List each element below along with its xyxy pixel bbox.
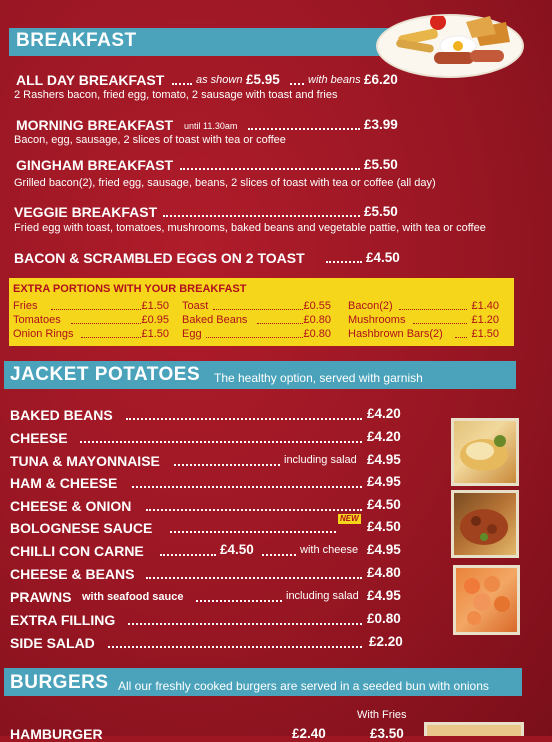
item-price: £4.50 [366, 250, 400, 265]
item-morning-breakfast: MORNING BREAKFAST [16, 117, 174, 133]
item-veggie-breakfast: VEGGIE BREAKFAST [14, 204, 158, 220]
dot-leader [108, 646, 362, 648]
burger-price: £2.40 [292, 726, 326, 741]
dot-leader [160, 554, 216, 556]
item-price: £6.20 [364, 72, 398, 87]
jacket-price: £4.95 [367, 474, 401, 489]
extra-item: Hashbrown Bars(2) [348, 328, 443, 340]
jacket-item: BAKED BEANS [10, 407, 113, 423]
dot-leader [71, 323, 141, 324]
dot-leader [172, 83, 192, 85]
extra-price: £1.40 [471, 300, 499, 312]
burger-item: HAMBURGER [10, 726, 103, 742]
extra-price: £0.80 [303, 314, 331, 326]
dot-leader [170, 531, 336, 533]
extra-item: Fries [13, 300, 38, 312]
extra-item: Baked Beans [182, 314, 248, 326]
breakfast-plate-photo [376, 14, 524, 78]
dot-leader [213, 309, 303, 310]
jacket-price: £4.95 [367, 542, 401, 557]
item-note: with beans [308, 74, 361, 86]
dot-leader [248, 128, 360, 130]
dot-leader [128, 623, 362, 625]
extra-item: Toast [182, 300, 209, 312]
extras-title: EXTRA PORTIONS WITH YOUR BREAKFAST [13, 283, 247, 295]
extra-price: £0.95 [141, 314, 169, 326]
extra-price: £0.80 [303, 328, 331, 340]
jacket-note: including salad [286, 590, 359, 602]
dot-leader [174, 464, 280, 466]
item-note: until 11.30am [184, 121, 238, 131]
burger-photo [424, 722, 524, 736]
extra-item: Onion Rings [13, 328, 74, 340]
jacket-mid-price: £4.50 [220, 542, 254, 557]
jacket-price: £4.80 [367, 565, 401, 580]
jacket-item: PRAWNS [10, 589, 72, 605]
jacket-item: SIDE SALAD [10, 635, 95, 651]
extra-item: Mushrooms [348, 314, 406, 326]
dot-leader [326, 261, 362, 263]
jacket-name-note: with seafood sauce [82, 591, 184, 603]
dot-leader [163, 215, 360, 217]
jacket-item: TUNA & MAYONNAISE [10, 453, 160, 469]
jacket-price: £4.20 [367, 406, 401, 421]
dot-leader [146, 577, 362, 579]
item-price: £5.95 [246, 72, 280, 87]
item-description: Fried egg with toast, tomatoes, mushrooms, baked beans and vegetable pattie, with tea or coffee [14, 222, 486, 234]
burgers-title: BURGERS [10, 672, 109, 693]
dot-leader [413, 323, 467, 324]
jacket-price: £4.20 [367, 429, 401, 444]
item-bacon-scrambled-eggs: BACON & SCRAMBLED EGGS ON 2 TOAST [14, 250, 305, 266]
jacket-item: CHEESE & ONION [10, 498, 132, 514]
jacket-potatoes-subtitle: The healthy option, served with garnish [214, 371, 423, 385]
burgers-subtitle: All our freshly cooked burgers are served in a seeded bun with onions [118, 679, 489, 693]
extra-portions-box [9, 278, 514, 346]
jacket-prawns-photo [453, 565, 520, 635]
breakfast-title: BREAKFAST [16, 30, 137, 51]
item-all-day-breakfast: ALL DAY BREAKFAST [16, 72, 165, 88]
jacket-note: with cheese [300, 544, 359, 556]
extra-price: £1.50 [141, 328, 169, 340]
dot-leader [206, 337, 303, 338]
item-note: as shown [196, 74, 243, 86]
dot-leader [80, 441, 362, 443]
item-description: Bacon, egg, sausage, 2 slices of toast with tea or coffee [14, 134, 286, 146]
jacket-item: HAM & CHEESE [10, 475, 118, 491]
item-price: £5.50 [364, 157, 398, 172]
item-description: Grilled bacon(2), fried egg, sausage, beans, 2 slices of toast with tea or coffee (all day) [14, 177, 436, 189]
dot-leader [180, 168, 360, 170]
dot-leader [132, 486, 362, 488]
extra-price: £1.20 [471, 314, 499, 326]
extra-price: £1.50 [471, 328, 499, 340]
item-description: 2 Rashers bacon, fried egg, tomato, 2 sausage with toast and fries [14, 89, 338, 101]
jacket-price: £4.50 [367, 497, 401, 512]
dot-leader [81, 337, 141, 338]
dot-leader [196, 600, 282, 602]
dot-leader [262, 554, 296, 556]
extra-item: Bacon(2) [348, 300, 393, 312]
jacket-item: CHEESE [10, 430, 68, 446]
item-price: £3.99 [364, 117, 398, 132]
jacket-price: £2.20 [369, 634, 403, 649]
dot-leader [146, 509, 362, 511]
dot-leader [290, 83, 304, 85]
dot-leader [399, 309, 467, 310]
jacket-price: £4.95 [367, 588, 401, 603]
extra-price: £0.55 [303, 300, 331, 312]
jacket-item: EXTRA FILLING [10, 612, 116, 628]
with-fries-header: With Fries [357, 709, 407, 721]
jacket-beans-photo [451, 418, 519, 486]
jacket-note: including salad [284, 454, 357, 466]
extra-price: £1.50 [141, 300, 169, 312]
extra-item: Tomatoes [13, 314, 61, 326]
jacket-price: £4.95 [367, 452, 401, 467]
jacket-item: CHEESE & BEANS [10, 566, 135, 582]
jacket-potatoes-title: JACKET POTATOES [10, 364, 201, 385]
item-gingham-breakfast: GINGHAM BREAKFAST [16, 157, 174, 173]
jacket-bolognese-photo [451, 490, 519, 558]
jacket-price: £4.50 [367, 519, 401, 534]
jacket-item: CHILLI CON CARNE [10, 543, 144, 559]
extra-item: Egg [182, 328, 202, 340]
burger-price-with-fries: £3.50 [370, 726, 404, 741]
new-badge: NEW [340, 514, 359, 523]
jacket-price: £0.80 [367, 611, 401, 626]
item-price: £5.50 [364, 204, 398, 219]
dot-leader [126, 418, 362, 420]
jacket-item: BOLOGNESE SAUCE [10, 520, 153, 536]
dot-leader [51, 309, 141, 310]
